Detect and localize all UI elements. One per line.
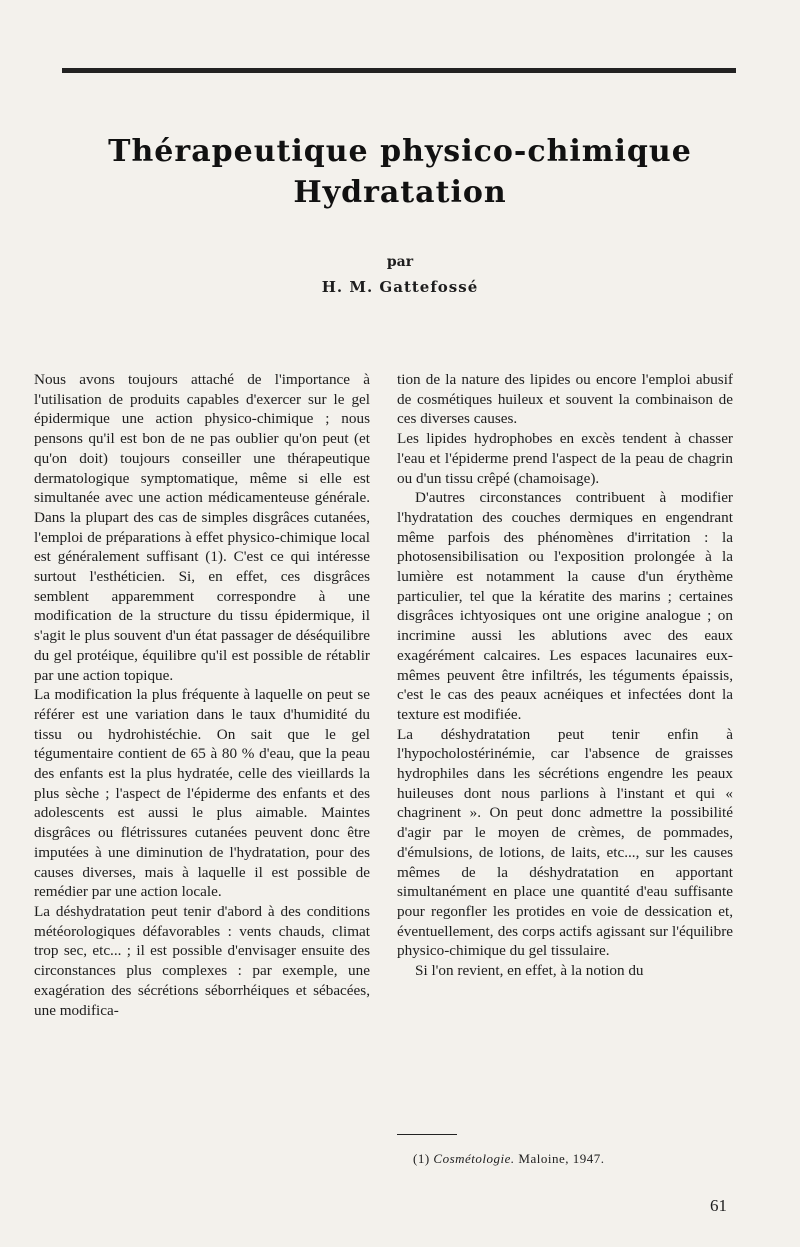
article-title: Thérapeutique physico-chimique [108, 134, 692, 169]
byline-par: par [386, 254, 414, 270]
paragraph: La modification la plus fréquente à laquelle on peut se référer est une variation dans le taux d'humidité du tissu ou hydrohistéchie. On sait que le gel tégumentaire contient de 65 à 80 % d'eau, que la peau des enfants est la plus hydratée, celle des vieillards la plus sèche ; l'aspect de l'épiderme des enfants et des adolescents est aussi le plus aimable. Maintes disgrâces ou flétrissures cutanées peuvent donc être imputées à une diminution de l'hydratation, pour des causes diverses, mais à laquelle il est possible de remédier par une action locale. [34, 686, 370, 901]
footnote-marker: (1) [413, 1151, 430, 1166]
article-subtitle: Hydratation [293, 175, 507, 210]
paragraph: D'autres circonstances contribuent à modifier l'hydratation des couches dermiques en engendrant même parfois des phénomènes d'irritation : la photosensibilisation ou l'exposition prolongée à la lumière est notamment la cause d'un érythème particulier, tel que la kératite des marins ; certaines disgrâces ichtyosiques ont une origine analogue ; on incrimine aussi les ablutions avec des eaux exagérément calcaires. Les espaces lacunaires eux-mêmes peuvent être infiltrés, les téguments épaissis, c'est le cas des peaux acnéiques et infectées dont la texture est modifiée. [397, 489, 733, 723]
paragraph: Les lipides hydrophobes en excès tendent à chasser l'eau et l'épiderme prend l'aspect de la peau de chagrin ou d'un tissu crêpé (chamoisage). [397, 430, 733, 487]
paragraph: Nous avons toujours attaché de l'importance à l'utilisation de produits capables d'exercer sur le gel épidermique une action physico-chimique ; nous pensons qu'il est bon de ne pas oublier qu'on peut (et qu'on doit) toujours conseiller une thérapeutique dermatologique symptomatique, même si elle est simultanée avec une action médicamenteuse générale. Dans la plupart des cas de simples disgrâces cutanées, l'emploi de préparations à effet physico-chimique local est généralement suffisant (1). C'est ce qui intéresse surtout l'esthéticien. Si, en effet, ces disgrâces semblent apparemment correspondre à une modification de la structure du tissu épidermique, il s'agit le plus souvent d'un état passager de déséquilibre du gel protéique, équilibre qu'il est possible de rétablir par une action topique. [34, 371, 370, 684]
paragraph: Si l'on revient, en effet, à la notion du [415, 962, 644, 980]
paragraph: La déshydratation peut tenir enfin à l'hypocholostérinémie, car l'absence de graisses hydrophiles dans les sécrétions engendre les peaux huileuses dont nous parlions à l'instant et qui « chagrinent ». On peut donc admettre la possibilité d'agir par le moyen de crèmes, de pommades, d'émulsions, de lotions, de laits, etc..., sur les causes mêmes de la déshydratation en apportant simultanément en place une quantité d'eau suffisante pour regonfler les protides en voie de dessication et, éventuellement, des corps actifs agissant sur l'équilibre physico-chimique du gel tissulaire. [397, 725, 733, 960]
footnote [413, 1151, 605, 1167]
page-number: 61 [710, 1196, 727, 1215]
right-column [397, 370, 733, 981]
footnote-publisher: Maloine, 1947. [518, 1151, 605, 1166]
paragraph: La déshydratation peut tenir d'abord à des conditions météorologiques défavorables : vents chauds, climat trop sec, etc... ; il est possible d'envisager ensuite des circonstances plus complexes : par exemple, une exagération des sécrétions séborrhéiques et sébacées, une modifica- [34, 902, 370, 1019]
footnote-rule [397, 1134, 457, 1135]
paragraph: tion de la nature des lipides ou encore l'emploi abusif de cosmétiques huileux et souvent la combinaison de ces diverses causes. [397, 371, 733, 428]
top-rule [62, 68, 736, 73]
author-name: H. M. Gattefossé [321, 278, 479, 296]
footnote-source: Cosmétologie. [433, 1151, 515, 1166]
left-column [34, 370, 370, 1020]
